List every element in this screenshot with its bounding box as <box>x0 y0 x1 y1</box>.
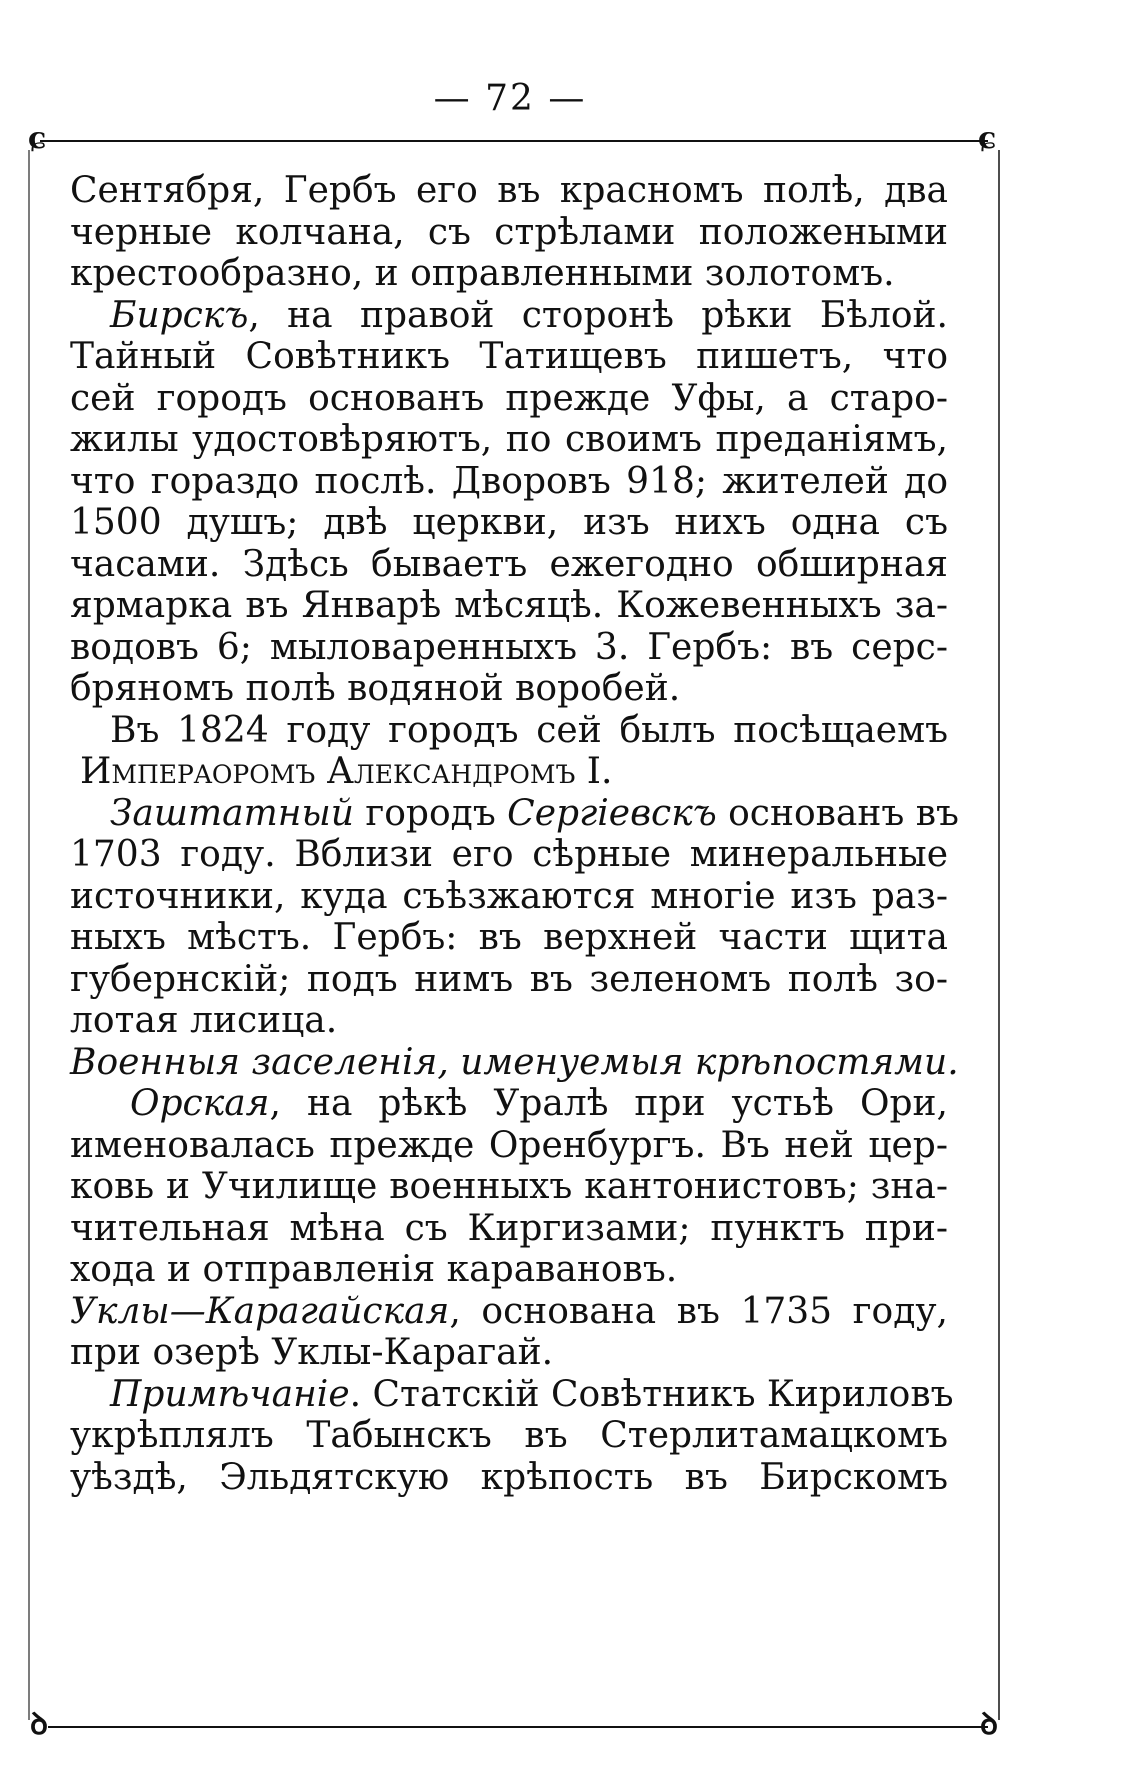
bottom-rule <box>48 1726 988 1728</box>
text-line: что гораздо послѣ. Дворовъ 918; жителей до <box>70 460 948 502</box>
place-name: Бирскъ <box>110 294 249 336</box>
text-line: при озерѣ Уклы-Карагай. <box>70 1332 554 1373</box>
page-number: — 72 — <box>433 78 587 119</box>
text-line: Уклы—Карагайская, основана въ 1735 году, <box>70 1290 948 1332</box>
text-line: часами. Здѣсь бываетъ ежегодно обширная <box>70 543 948 585</box>
text-line: ярмарка въ Январѣ мѣсяцѣ. Кожевенныхъ за- <box>70 585 948 626</box>
text-line: Орская, на рѣкѣ Уралѣ при устьѣ Ори, <box>130 1083 948 1124</box>
body-text <box>70 170 959 1498</box>
place-name: Сергіевскъ <box>507 792 717 834</box>
text-line: уѣздѣ, Эльдятскую крѣпость въ Бирскомъ <box>70 1456 948 1498</box>
note-label: Примѣчаніе <box>110 1373 350 1415</box>
text-line: сей городъ основанъ прежде Уфы, а старо- <box>70 377 948 419</box>
text-line: 1703 году. Вблизи его сѣрные минеральные <box>70 834 948 875</box>
text-line: хода и отправленія каравановъ. <box>70 1249 678 1290</box>
text-line: укрѣплялъ Табынскъ въ Стерлитамацкомъ <box>70 1415 948 1456</box>
text-line: ныхъ мѣстъ. Гербъ: въ верхней части щита <box>70 917 948 958</box>
text-line: лотая лисица. <box>70 1000 338 1041</box>
text-line: водовъ 6; мыловаренныхъ 3. Гербъ: въ серс- <box>70 626 948 668</box>
text-line: Сентября, Гербъ его въ красномъ полѣ, два <box>70 170 948 211</box>
text-line: ковь и Училище военныхъ кантонистовъ; зна- <box>70 1166 948 1207</box>
bottom-left-ornament: ꝺ <box>30 1707 48 1742</box>
text-line: источники, куда съѣзжаются многіе изъ раз- <box>70 875 948 917</box>
text-line: Бирскъ, на правой сторонѣ рѣки Бѣлой. <box>110 294 948 336</box>
right-border-line <box>998 150 1000 1720</box>
bottom-right-ornament: ꝺ <box>980 1707 998 1742</box>
text-line: Заштатный городъ Сергіевскъ основанъ въ <box>110 792 959 834</box>
place-name: Заштатный <box>110 792 354 834</box>
text-line: Въ 1824 году городъ сей былъ посѣщаемъ <box>110 709 948 751</box>
text-line: бряномъ полѣ водяной воробей. <box>70 668 681 709</box>
section-heading: Военныя заселенія, именуемыя крѣпостями. <box>70 1041 959 1083</box>
text-line: Имперaоромъ Александромъ I. <box>80 751 613 792</box>
place-name: Орская <box>130 1083 270 1124</box>
text-line: черные колчана, съ стрѣлами положеными <box>70 211 948 253</box>
text-line: чительная мѣна съ Киргизами; пунктъ при- <box>70 1207 948 1249</box>
place-name: Уклы—Карагайская <box>70 1290 450 1332</box>
left-border-line <box>28 150 30 1720</box>
text-line: Тайный Совѣтникъ Татищевъ пишетъ, что <box>70 336 948 377</box>
text-line: 1500 душъ; двѣ церкви, изъ нихъ одна съ <box>70 502 948 543</box>
text-line: губернскій; подъ нимъ въ зеленомъ полѣ зо- <box>70 958 948 1000</box>
text-line: Примѣчаніе. Статскій Совѣтникъ Кириловъ <box>110 1373 954 1415</box>
text-line: жилы удостовѣряютъ, по своимъ преданіямъ, <box>70 419 948 460</box>
top-right-ornament: ɕ <box>978 121 997 156</box>
text-line: крестообразно, и оправленными золотомъ. <box>70 253 895 294</box>
top-left-ornament: ɕ <box>28 121 47 156</box>
text-line: именовалась прежде Оренбургъ. Въ ней цер- <box>70 1124 948 1166</box>
top-rule <box>40 140 988 142</box>
